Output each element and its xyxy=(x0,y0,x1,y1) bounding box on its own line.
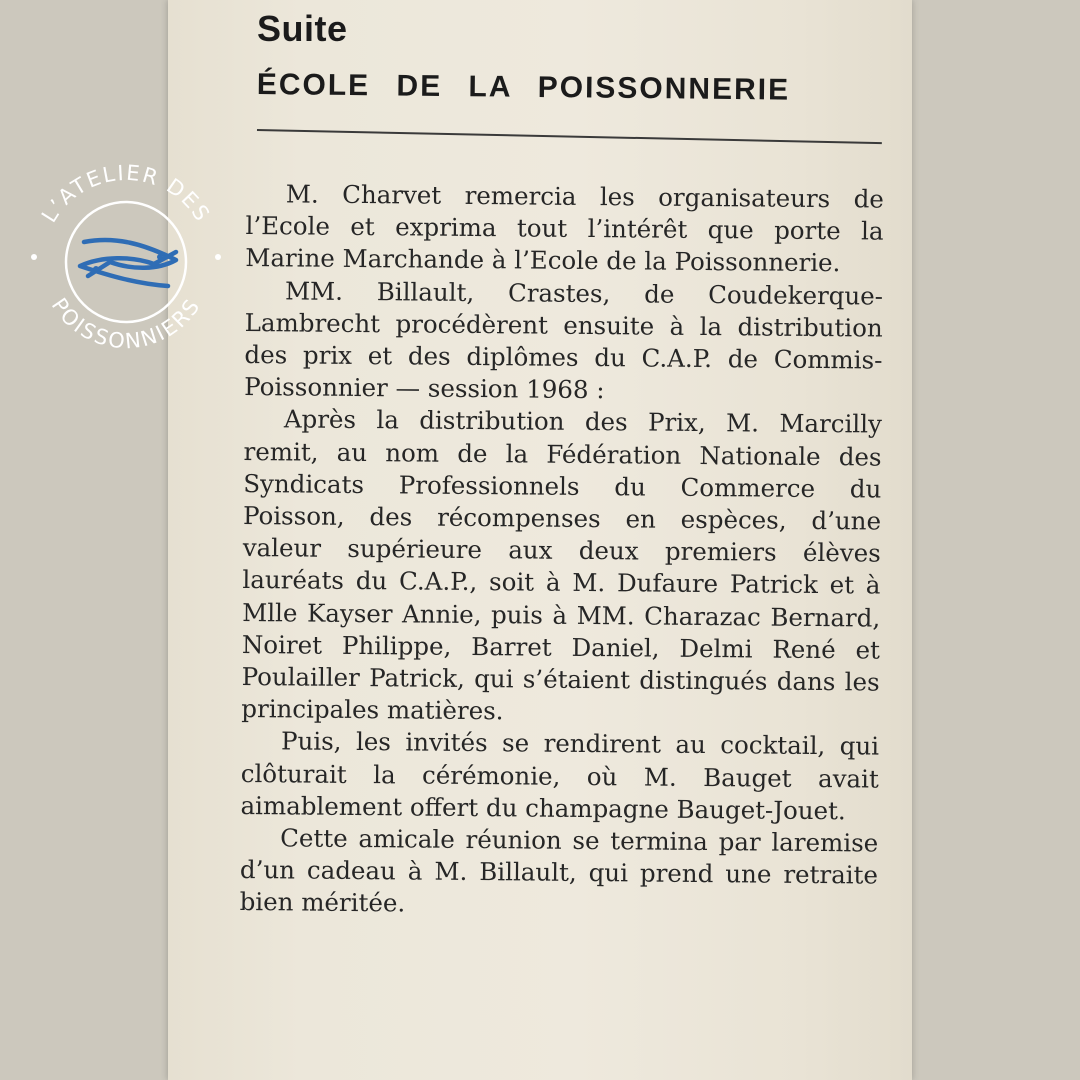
article-paragraph: M. Charvet remercia les organisateurs de l’Ecole et exprima tout l’intérêt que porte la Marine Marchande à l’Ecole de la Poissonnerie. xyxy=(245,179,884,278)
article-paragraph: Puis, les invités se rendirent au cocktail, qui clôturait la cérémonie, où M. Bauget avait aimablement offert du champagne Bauget-Jouet. xyxy=(240,726,880,826)
fish-eye xyxy=(93,266,99,272)
logo-text-top: L’ATELIER DES xyxy=(36,160,215,227)
article-body xyxy=(240,178,884,924)
atelier-des-poissonniers-logo xyxy=(26,162,226,362)
article-paragraph: MM. Billault, Crastes, de Coudekerque-Lambrecht procédèrent ensuite à la distribution des prix et des diplômes du C.A.P. de Commis-Poissonnier — session 1968 : xyxy=(244,275,884,405)
fish-eye xyxy=(157,254,163,260)
article-headline: ÉCOLE DE LA POISSONNERIE xyxy=(256,68,791,107)
logo-dot xyxy=(31,254,37,260)
logo-graphic xyxy=(26,162,226,362)
logo-dot xyxy=(215,254,221,260)
article-paragraph: Après la distribution des Prix, M. Marcilly remit, au nom de la Fédération Nationale des Syndicats Professionnels du Commerce du Poisson, des récompenses en espèces, d’une valeur supérieure aux deux premiers élèves lauréats du C.A.P., soit à M. Dufaure Patrick et à Mlle Kayser Annie, puis à MM. Charazac Bernard, Noiret Philippe, Barret Daniel, Delmi René et Poulailler Patrick, qui s’étaient distingués dans les principales matières. xyxy=(241,404,882,726)
article-paragraph: Cette amicale réunion se termina par laremise d’un cadeau à M. Billault, qui prend une retraite bien méritée. xyxy=(239,823,879,918)
logo-text-bottom: POISSONNIERS xyxy=(46,293,206,354)
two-fish-icon xyxy=(80,240,176,286)
article-kicker: Suite xyxy=(257,8,348,49)
